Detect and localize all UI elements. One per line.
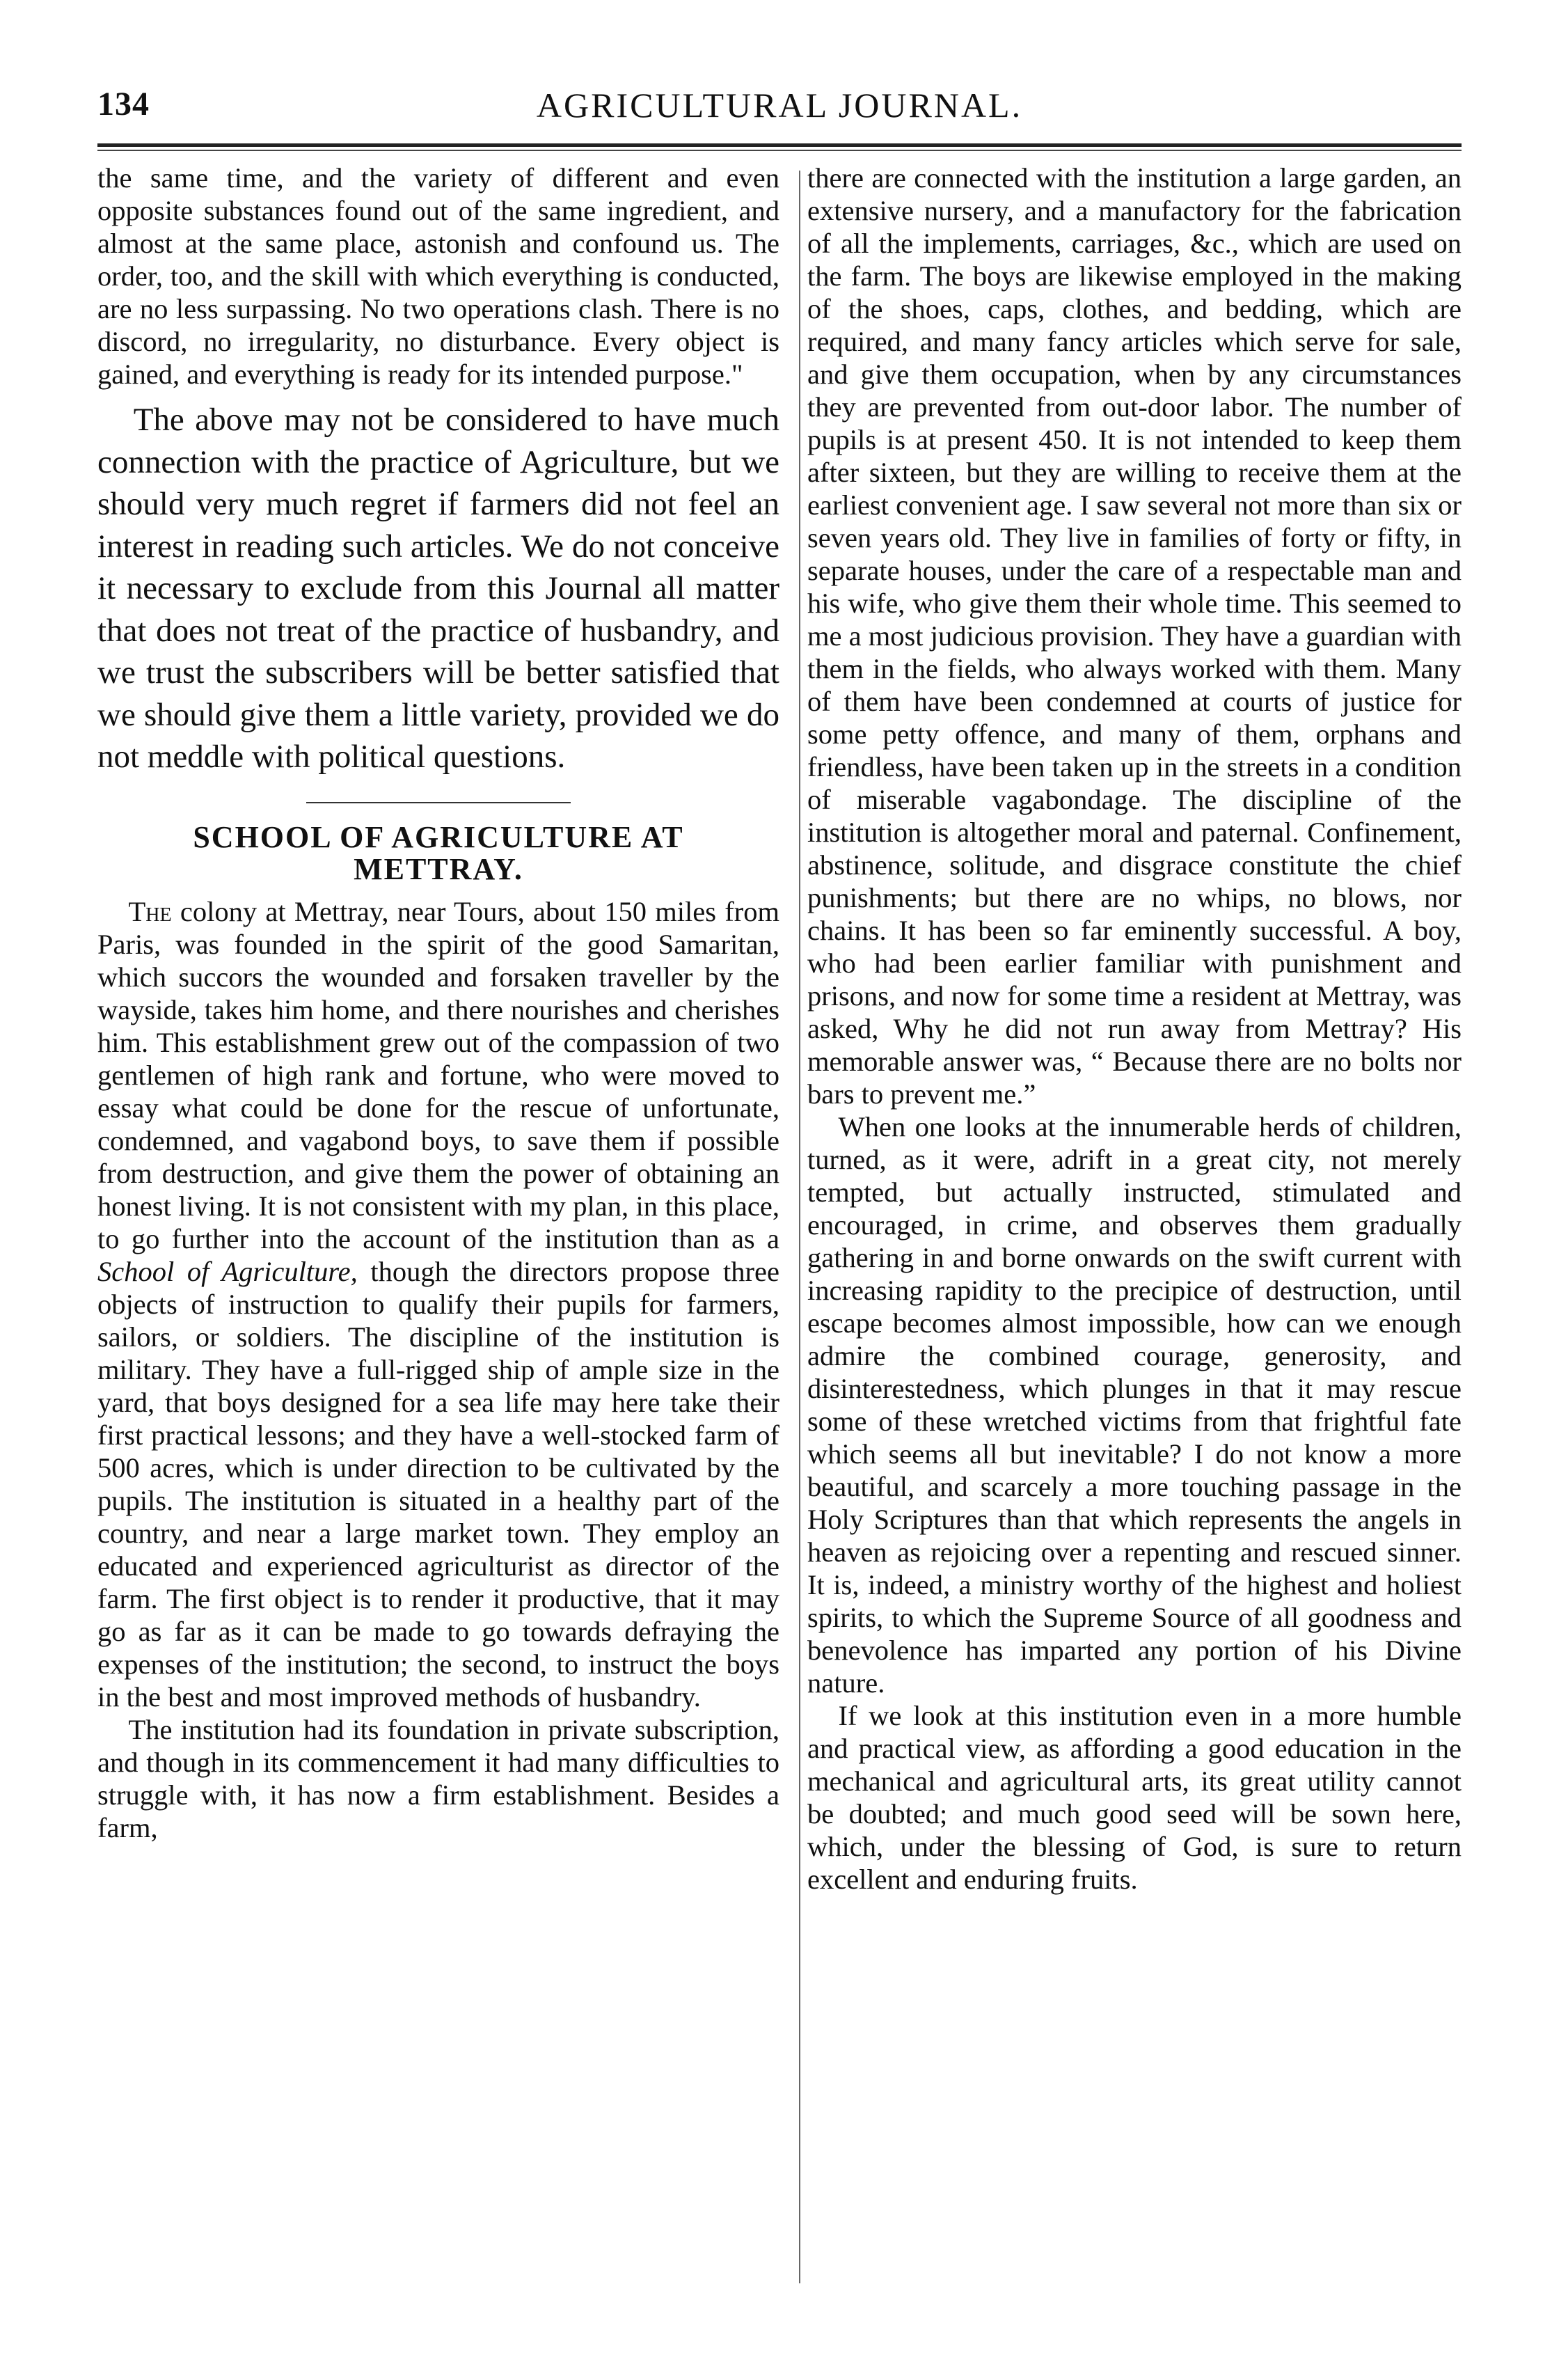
left-paragraph-4: The institution had its foundation in private subscription, and though in its commencement it had many difficulties to struggle with, it has now a firm establishment. Besides a farm,: [97, 1713, 779, 1843]
left-column: [97, 162, 779, 1844]
running-title: AGRICULTURAL JOURNAL.: [536, 86, 1023, 125]
right-paragraph-3: If we look at this institution even in a more humble and practical view, as affording a good education in the mechanical and agricultural arts, its great utility cannot be doubted; and much good seed will be sown here, which, under the blessing of God, is sure to return excellent and enduring fruits.: [807, 1700, 1462, 1895]
editorial-note: The above may not be considered to have much connection with the practice of Agriculture, but we should very much regret if farmers did not feel an interest in reading such articles. We do not conceive it necessary to exclude from this Journal all matter that does not treat of the practice of husbandry, and we trust the subscribers will be better satisfied that we should give them a little variety, provided we do not meddle with political questions.: [97, 402, 779, 775]
left-paragraph-3-part-a: colony at Mettray, near Tours, about 150 miles from Paris, was founded in the spirit of the good Samaritan, which succors the wounded and forsaken traveller by the wayside, takes him home, and there nourishes and cherishes him. This establishment grew out of the compassion of two gentlemen of high rank and fortune, who were moved to essay what could be done for the rescue of unfortunate, condemned, and vagabond boys, to save them if possible from destruction, and give them the power of obtaining an honest living. It is not consistent with my plan, in this place, to go further into the account of the institution than as a: [97, 895, 779, 1254]
right-paragraph-1: there are connected with the institution a large garden, an extensive nursery, and a manufactory for the fabrication of all the implements, carriages, &c., which are used on the farm. The boys are likewise employed in the making of the shoes, caps, clothes, and bedding, which are required, and many fancy articles which serve for sale, and give them occupation, when by any circumstances they are prevented from out-door labor. The number of pupils is at present 450. It is not intended to keep them after sixteen, but they are willing to receive them at the earliest convenient age. I saw several not more than six or seven years old. They live in families of forty or fifty, in separate houses, under the care of a respectable man and his wife, who give them their whole time. This seemed to me a most judicious provision. They have a guardian with them in the fields, who always worked with them. Many of them have been condemned at courts of justice for some petty offence, and many of them, orphans and friendless, have been taken up in the streets in a condition of miserable vagabondage. The discipline of the institution is altogether moral and paternal. Confinement, abstinence, solitude, and disgrace constitute the chief punishments; but there are no whips, no blows, nor chains. It has been so far eminently successful. A boy, who had been earlier familiar with punishment and prisons, and now for some time a resident at Mettray, was asked, Why he did not run away from Mettray? His memorable answer was, “ Because there are no bolts nor bars to prevent me.”: [807, 162, 1462, 1110]
left-paragraph-3: [97, 895, 779, 1713]
section-divider: [306, 802, 571, 803]
column-divider: [799, 171, 800, 2283]
section-title-line-1: SCHOOL OF AGRICULTURE AT: [193, 819, 684, 854]
left-paragraph-1: the same time, and the variety of different and even opposite substances found out of the same ingredient, and almost at the same place, astonish and confound us. The order, too, and the skill with which everything is conducted, are no less surpassing. No two operations clash. There is no discord, no irregularity, no disturbance. Every object is gained, and everything is ready for its intended purpose.": [97, 162, 779, 390]
page-number: 134: [97, 86, 150, 123]
header-rule-thick: [97, 143, 1462, 147]
school-of-agriculture-italic: School of Agriculture,: [97, 1255, 358, 1287]
right-column: [807, 162, 1462, 1896]
left-paragraph-3-part-b: though the directors propose three objects of instruction to qualify their pupils for farmers, sailors, or soldiers. The discipline of the institution is military. They have a full-rigged ship of ample size in the yard, that boys designed for a sea life may here take their first practical lessons; and they have a well-stocked farm of 500 acres, which is under direction to be cultivated by the pupils. The institution is situated in a healthy part of the country, and near a large market town. They employ an educated and experienced agriculturist as director of the farm. The first object is to render it productive, that it may go as far as it can be made to go towards defraying the expenses of the institution; the second, to instruct the boys in the best and most improved methods of husbandry.: [97, 1255, 779, 1713]
section-title: [97, 821, 779, 885]
lead-word: The: [128, 895, 172, 927]
page-header: [97, 85, 1462, 141]
section-title-line-2: METTRAY.: [354, 851, 523, 886]
right-paragraph-2: When one looks at the innumerable herds of children, turned, as it were, adrift in a great city, not merely tempted, but actually instructed, stimulated and encouraged, in crime, and observes them gradually gathering in and borne onwards on the swift current with increasing rapidity to the precipice of destruction, until escape becomes almost impossible, how can we enough admire the combined courage, generosity, and disinterestedness, which plunges in that it may rescue some of these wretched victims from that frightful fate which seems all but inevitable? I do not know a more beautiful, and scarcely a more touching passage in the Holy Scriptures than that which represents the angels in heaven as rejoicing over a repenting and rescued sinner. It is, indeed, a ministry worthy of the highest and holiest spirits, to which the Supreme Source of all goodness and benevolence has imparted any portion of his Divine nature.: [807, 1111, 1462, 1699]
header-rule-thin: [97, 150, 1462, 151]
